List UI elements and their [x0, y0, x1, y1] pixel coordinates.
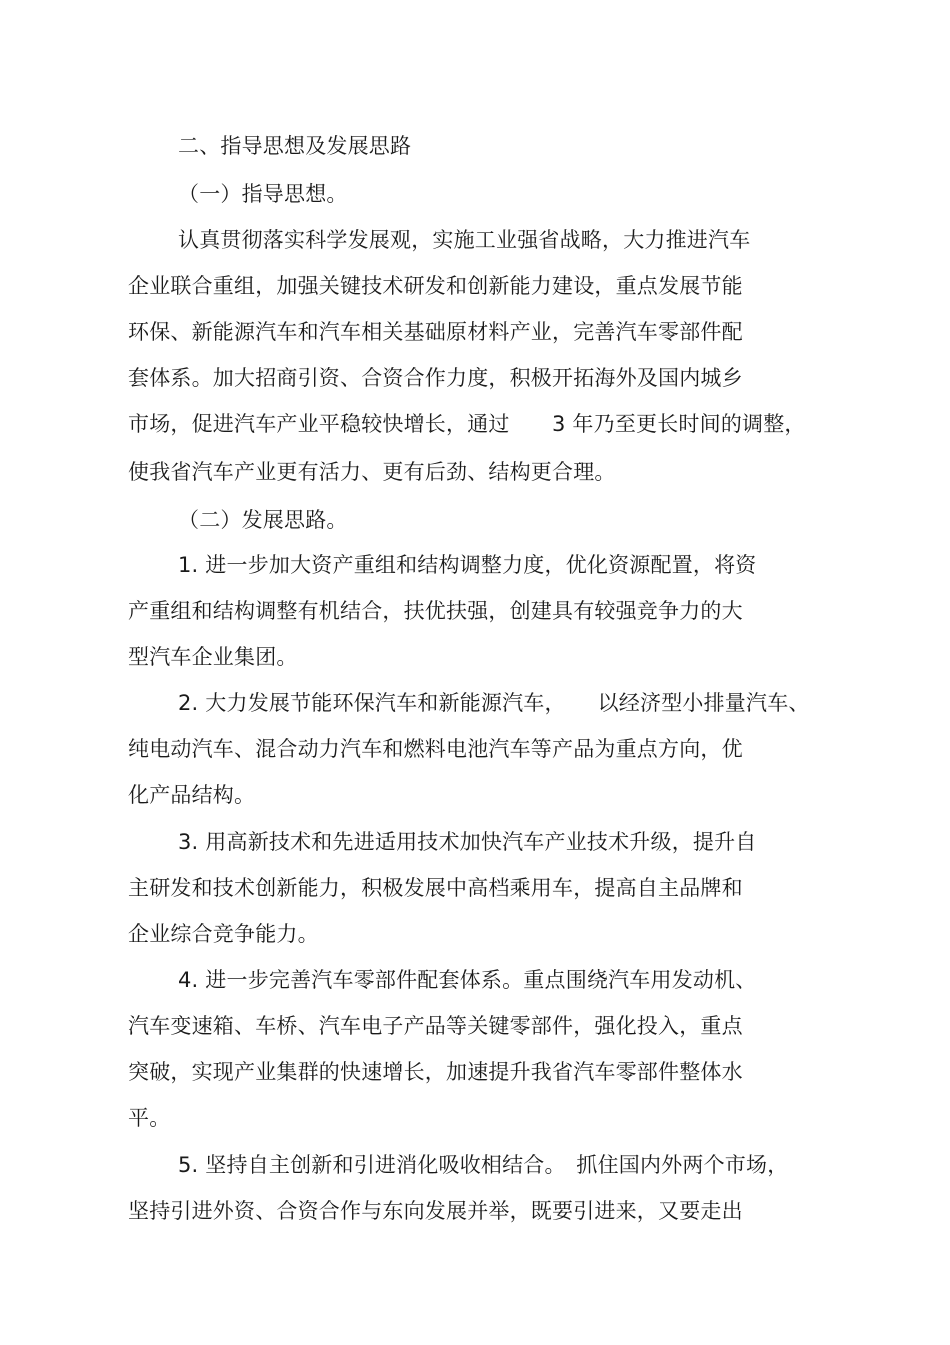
paragraph-line: 坚持引进外资、合资合作与东向发展并举，既要引进来，又要走出 — [128, 1199, 743, 1223]
paragraph-line: 企业联合重组，加强关键技术研发和创新能力建设，重点发展节能 — [128, 274, 743, 298]
paragraph-line: 突破，实现产业集群的快速增长，加速提升我省汽车零部件整体水 — [128, 1060, 743, 1084]
subsection-heading: （一）指导思想。 — [178, 182, 348, 206]
paragraph-line: 5. 坚持自主创新和引进消化吸收相结合。 抓住国内外两个市场， — [178, 1153, 789, 1177]
paragraph-line: 主研发和技术创新能力，积极发展中高档乘用车，提高自主品牌和 — [128, 876, 743, 900]
paragraph-line: 企业综合竞争能力。 — [128, 922, 319, 946]
paragraph-line: 2. 大力发展节能环保汽车和新能源汽车， 以经济型小排量汽车、 — [178, 691, 810, 715]
paragraph-line: 认真贯彻落实科学发展观，实施工业强省战略，大力推进汽车 — [178, 228, 751, 252]
paragraph-line: 型汽车企业集团。 — [128, 645, 298, 669]
paragraph-line: 化产品结构。 — [128, 783, 256, 807]
paragraph-line: 平。 — [128, 1106, 171, 1130]
paragraph-line: 1. 进一步加大资产重组和结构调整力度，优化资源配置，将资 — [178, 553, 757, 577]
paragraph-line: 3. 用高新技术和先进适用技术加快汽车产业技术升级，提升自 — [178, 830, 757, 854]
paragraph-line: 市场，促进汽车产业平稳较快增长，通过 3 年乃至更长时间的调整， — [128, 412, 806, 436]
paragraph-line: 环保、新能源汽车和汽车相关基础原材料产业，完善汽车零部件配 — [128, 320, 743, 344]
section-heading: 二、指导思想及发展思路 — [178, 134, 412, 158]
subsection-heading: （二）发展思路。 — [178, 508, 348, 532]
paragraph-line: 使我省汽车产业更有活力、更有后劲、结构更合理。 — [128, 460, 616, 484]
paragraph-line: 产重组和结构调整有机结合，扶优扶强，创建具有较强竞争力的大 — [128, 599, 743, 623]
paragraph-line: 纯电动汽车、混合动力汽车和燃料电池汽车等产品为重点方向，优 — [128, 737, 743, 761]
paragraph-line: 套体系。加大招商引资、合资合作力度，积极开拓海外及国内城乡 — [128, 366, 743, 390]
paragraph-line: 汽车变速箱、车桥、汽车电子产品等关键零部件，强化投入，重点 — [128, 1014, 743, 1038]
paragraph-line: 4. 进一步完善汽车零部件配套体系。重点围绕汽车用发动机、 — [178, 968, 757, 992]
